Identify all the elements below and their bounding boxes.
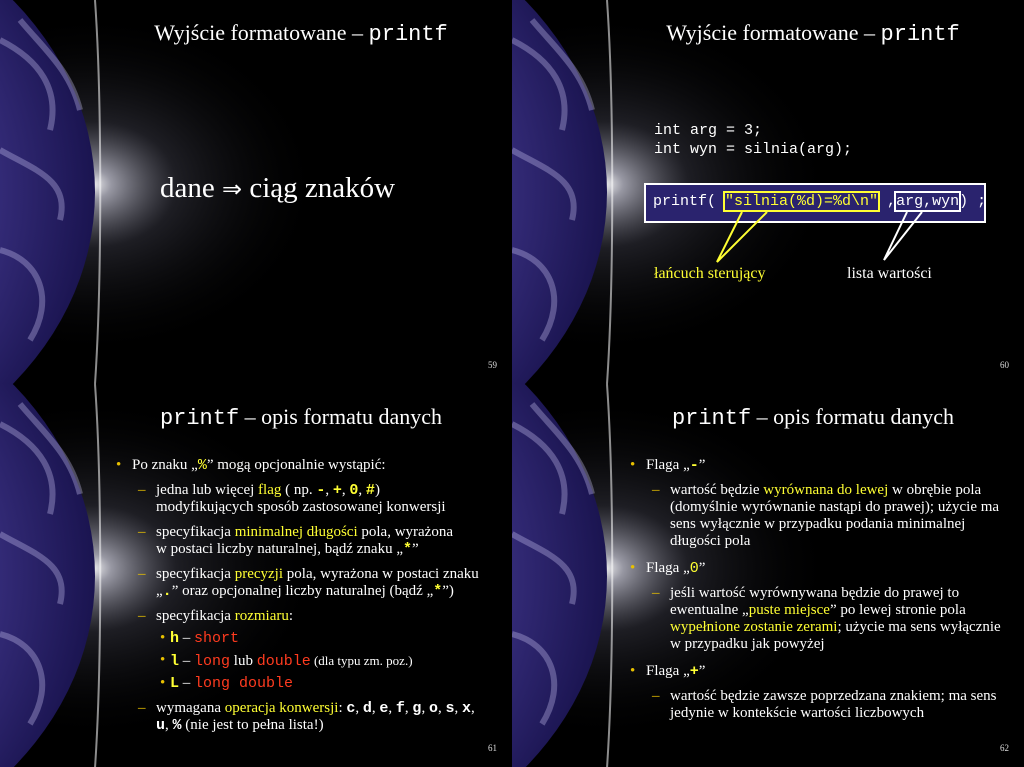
flag-plus-desc: – wartość będzie zawsze poprzedzana znakiem; ma sens jedynie w kontekście wartości liczbowych: [626, 688, 1014, 722]
item-precision: – specyfikacja precyzji pola, wyrażona w postaci znaku „.” oraz opcjonalnej liczby naturalnej (bądź „*”): [112, 566, 504, 600]
slide-title: Wyjście formatowane – printf: [154, 20, 448, 47]
slide-title: Wyjście formatowane – printf: [666, 20, 960, 47]
control-string-label: łańcuch sterujący: [654, 265, 766, 282]
printf-call: printf( "silnia(%d)=%d\n" ,arg,wyn) ;: [653, 193, 987, 210]
slide-title: printf – opis formatu danych: [671, 404, 955, 431]
format-description: [112, 457, 504, 744]
slide-title: printf – opis formatu danych: [159, 404, 443, 431]
flag-zero: • Flaga „0” – jeśli wartość wyrównywana będzie do prawej to ewentualne „puste miejsce” po lewej stronie pola wypełnione zostanie zerami; użycie ma sens wyłącznie w przypadku jak powyżej: [626, 560, 1014, 653]
size-h: • h – short: [112, 630, 504, 647]
data-word: dane: [160, 172, 215, 204]
item-flags: – jedna lub więcej flag ( np. -, +, 0, #) modyfikujących sposób zastosowanej konwersji: [112, 482, 504, 516]
page-number: 62: [1000, 743, 1009, 753]
value-list-pointer: [884, 212, 922, 260]
page-number: 61: [488, 743, 497, 753]
size-L: • L – long double: [112, 675, 504, 692]
item-size: – specyfikacja rozmiaru: • h – short • l – long lub double (dla typu zm. poz.) • L – long double: [112, 608, 504, 692]
page-number: 59: [488, 360, 497, 370]
slide-60: [512, 0, 1024, 384]
code-line: int wyn = silnia(arg);: [654, 141, 853, 158]
value-list-label: lista wartości: [847, 265, 932, 282]
implies-arrow: ⇒: [222, 175, 243, 203]
chars-word: ciąg znaków: [249, 172, 396, 204]
flag-minus: • Flaga „-” – wartość będzie wyrównana do lewej w obrębie pola (domyślnie wyrównanie nastąpi do prawej); użycie ma sens wyłącznie w przypadku podania minimalnej długości pola: [626, 457, 1014, 550]
flag-plus: • Flaga „+” – wartość będzie zawsze poprzedzana znakiem; ma sens jedynie w kontekście wartości liczbowych: [626, 663, 1014, 722]
data-to-chars: [160, 172, 395, 205]
flag-zero-desc: – jeśli wartość wyrównywana będzie do prawej to ewentualne „puste miejsce” po lewej stronie pola wypełnione zostanie zerami; użycie ma sens wyłącznie w przypadku jak powyżej: [626, 585, 1014, 653]
format-string: "silnia(%d)=%d\n": [725, 193, 879, 210]
control-string-pointer: [717, 212, 767, 262]
code-line: int arg = 3;: [654, 122, 763, 139]
argument-list: arg,wyn: [896, 193, 960, 210]
item-min-width: – specyfikacja minimalnej długości pola, wyrażona w postaci liczby naturalnej, bądź znaku „*”: [112, 524, 504, 558]
bullet-after-percent: • Po znaku „%” mogą opcjonalnie wystąpić: – jedna lub więcej flag ( np. -, +, 0, #) modyfikujących sposób zastosowanej konwersji – specyfikacja minimalnej długości pola, wyrażona w postaci liczby naturalnej, bądź znaku „*” – specyfikacja precyzji pola, wyrażona w postaci znaku „.” oraz opcjonalnej liczby naturalnej (bądź „*”) – specyfikacja rozmiaru: • h – short • l – long lub double (dla typu zm. poz.) • L – long double – wymagana operacja konwersji: c, d, e, f, g, o, s, x, u, % (nie jest to pełna lista!): [112, 457, 504, 734]
slide-59: [0, 0, 512, 384]
callout-pointers: [512, 0, 1024, 384]
flag-minus-desc: – wartość będzie wyrównana do lewej w obrębie pola (domyślnie wyrównanie nastąpi do prawej); użycie ma sens wyłącznie w przypadku podania minimalnej długości pola: [626, 482, 1014, 550]
slide-62: [512, 384, 1024, 767]
slide-61: [0, 384, 512, 767]
page-number: 60: [1000, 360, 1009, 370]
item-conversion: – wymagana operacja konwersji: c, d, e, f, g, o, s, x, u, % (nie jest to pełna lista!): [112, 700, 504, 734]
size-l: • l – long lub double (dla typu zm. poz.): [112, 652, 504, 670]
flags-description: [626, 457, 1014, 732]
